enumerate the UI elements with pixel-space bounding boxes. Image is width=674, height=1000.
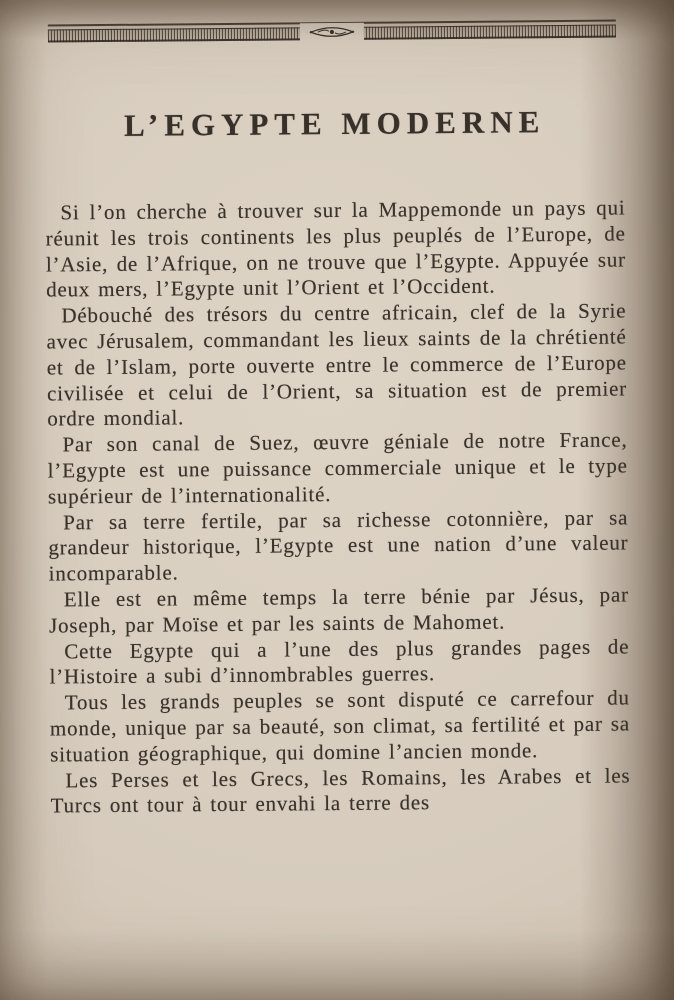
paragraph-2: Débouché des trésors du centre africain, clef de la Syrie avec Jérusalem, commandant les lieux saints de la chrétienté et de l’Islam, porte ouverte entre le commerce de l’Europe civilisée et celui de l’Orient, sa situation est de premier ordre mondial. [46, 298, 628, 431]
body-text [45, 195, 630, 819]
paragraph-8: Les Perses et les Grecs, les Romains, les Arabes et les Turcs ont tour à tour envahi la terre des [50, 762, 631, 818]
paragraph-7: Tous les grands peuples se sont disputé ce carrefour du monde, unique par sa beauté, son climat, sa fertilité et par sa situation géographique, qui domine l’ancien monde. [49, 685, 631, 767]
paragraph-3: Par son canal de Suez, œuvre géniale de notre France, l’Egypte est une puissance commerciale unique et le type supérieur de l’internationalité. [47, 427, 628, 509]
chapter-title: L’EGYPTE MODERNE [123, 104, 546, 143]
center-ornament-icon [300, 23, 364, 42]
ornamental-header-rule [48, 20, 616, 43]
paragraph-1: Si l’on cherche à trouver sur la Mappemonde un pays qui réunit les trois continents les plus peuplés de l’Europe, de l’Asie, de l’Afrique, on ne trouve que l’Egypte. Appuyée sur deux mers, l’Egypte unit l’Orient et l’Occident. [45, 195, 627, 302]
paragraph-6: Cette Egypte qui a l’une des plus grandes pages de l’Histoire a subi d’innombrables guerres. [49, 634, 630, 689]
paragraph-4: Par sa terre fertile, par sa richesse cotonnière, par sa grandeur historique, l’Egypte est une nation d’une valeur incomparable. [48, 505, 629, 586]
paragraph-5: Elle est en même temps la terre bénie par Jésus, par Joseph, par Moïse et par les saints de Mahomet. [48, 582, 629, 638]
